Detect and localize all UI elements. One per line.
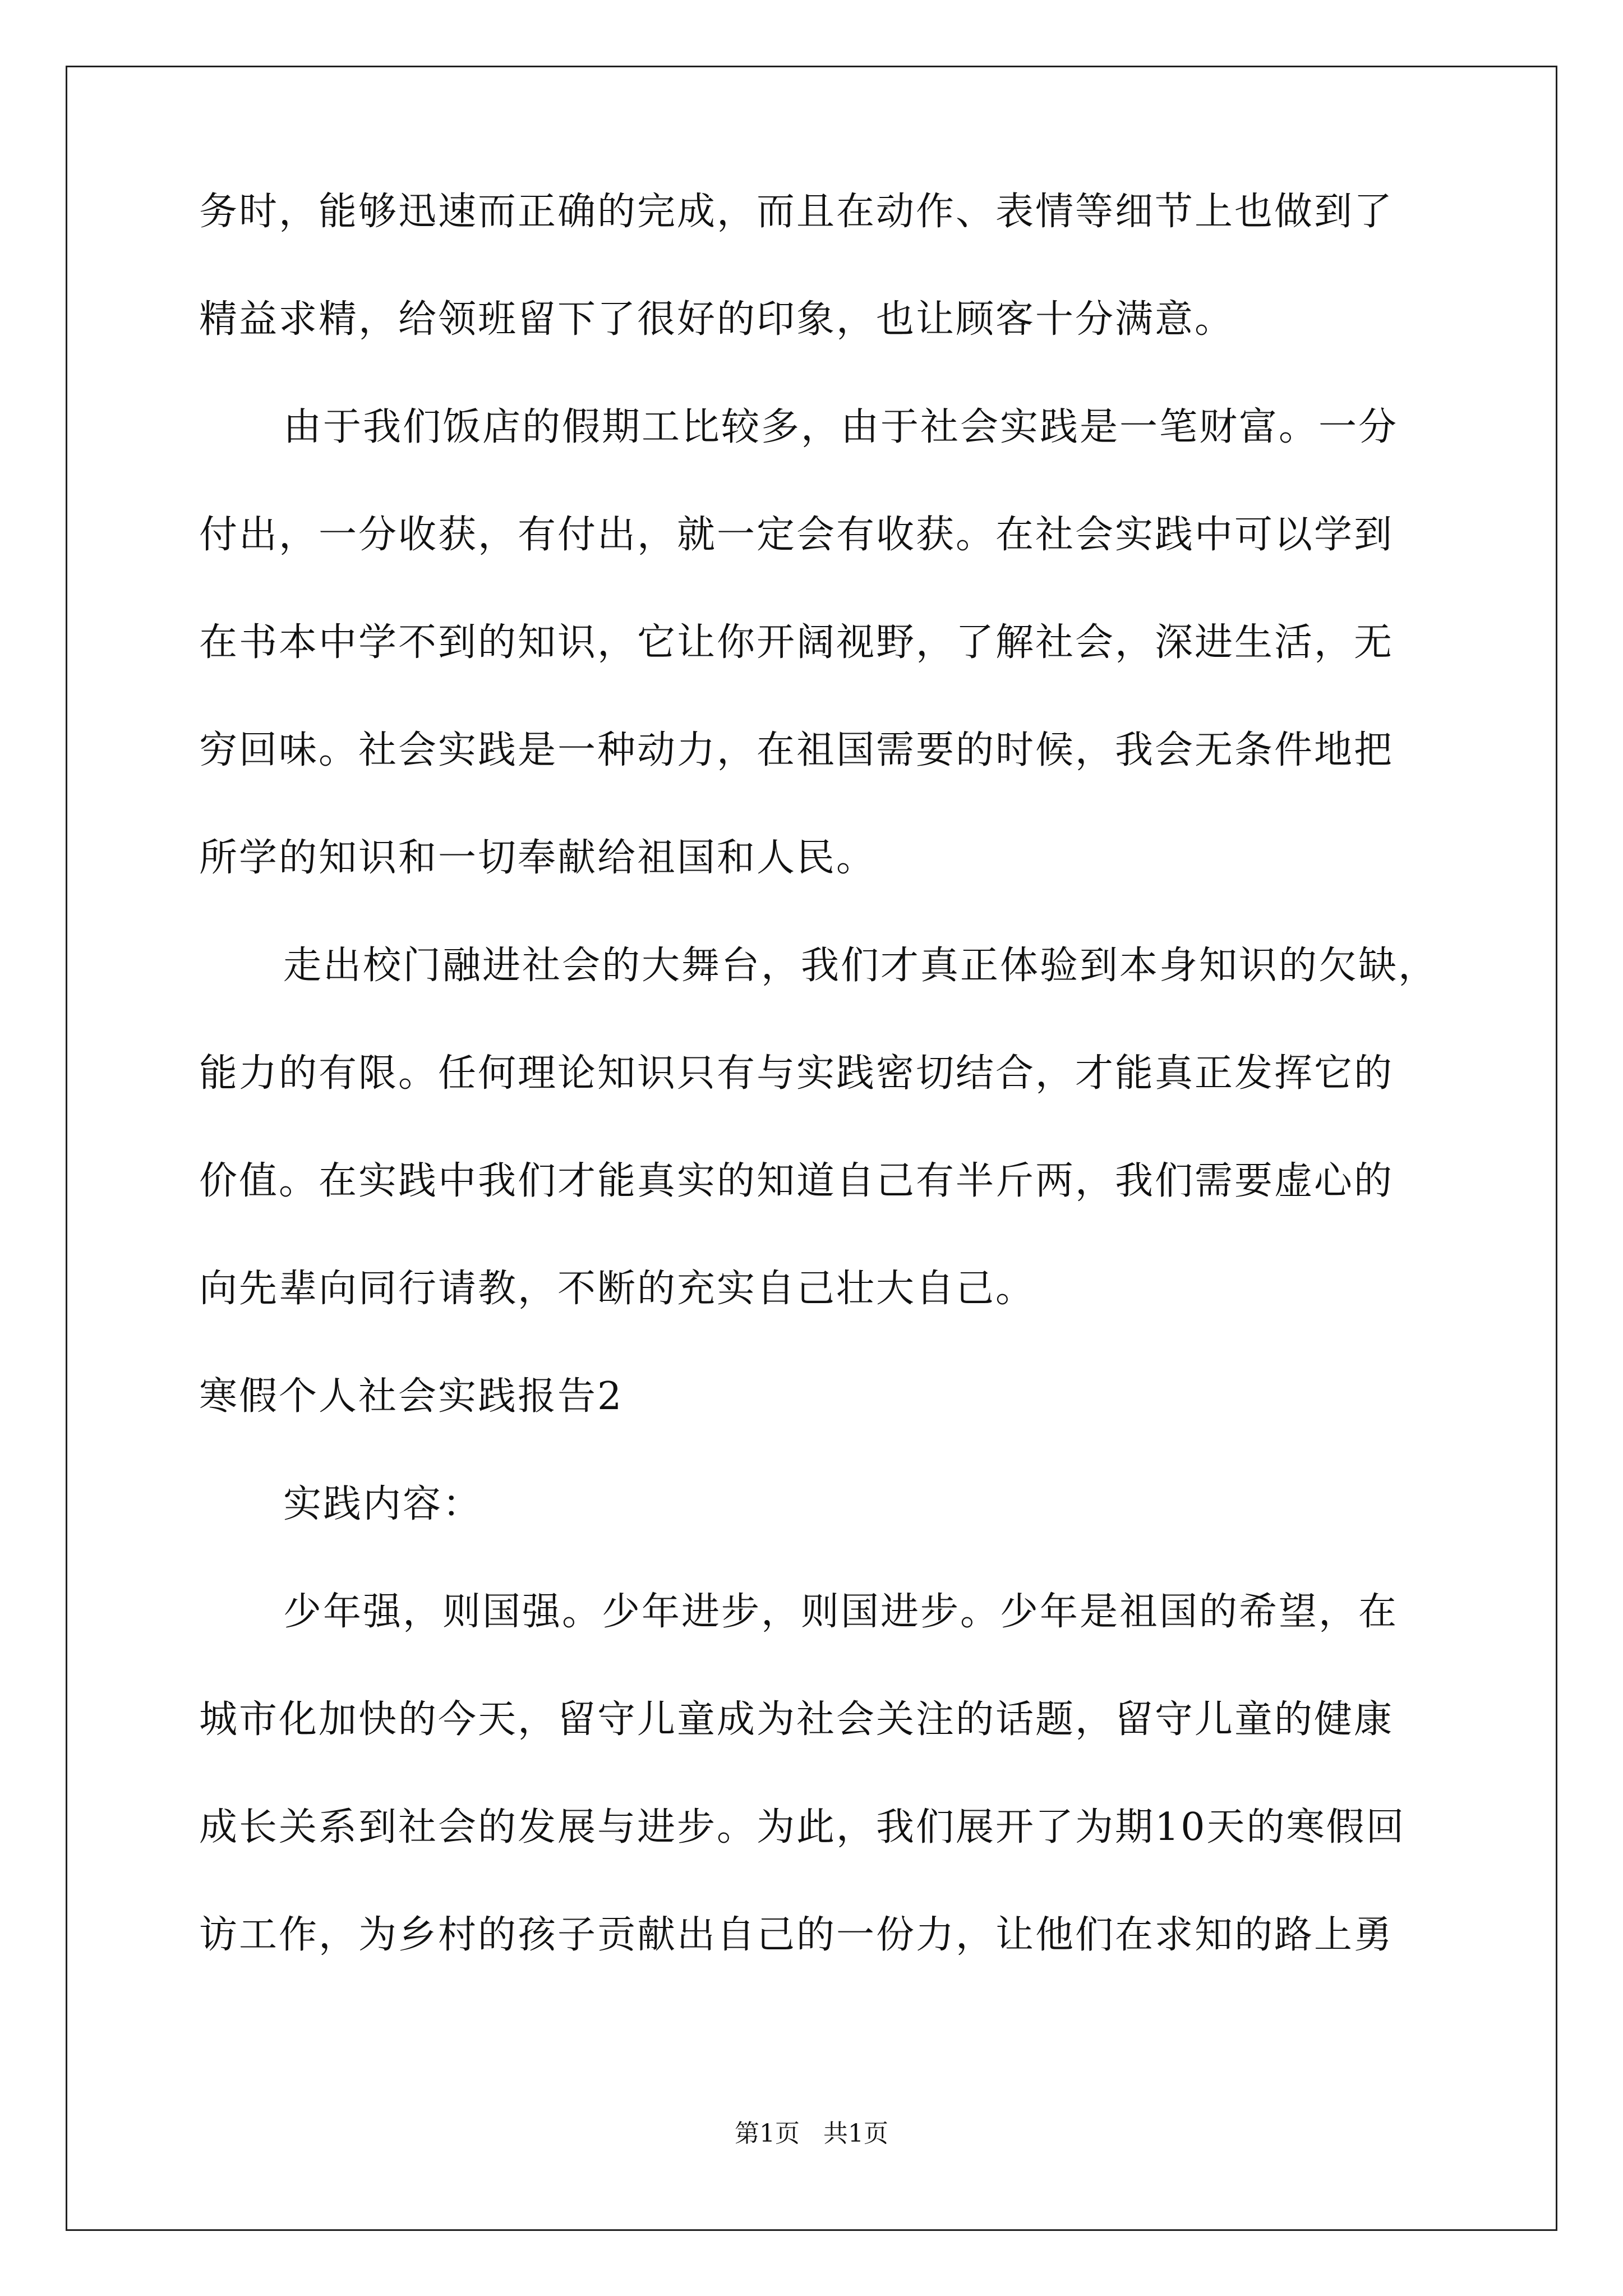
paragraph-1-line-2: 精益求精，给领班留下了很好的印象，也让顾客十分满意。	[199, 297, 1235, 342]
section-paragraph-2-line-3: 成长关系到社会的发展与进步。为此，我们展开了为期10天的寒假回	[199, 1805, 1406, 1849]
section-paragraph-2-line-4: 访工作，为乡村的孩子贡献出自己的一份力，让他们在求知的路上勇	[199, 1913, 1394, 1957]
paragraph-2-line-3: 在书本中学不到的知识，它让你开阔视野，了解社会，深进生活，无	[199, 620, 1394, 665]
paragraph-1-line-1: 务时，能够迅速而正确的完成，而且在动作、表情等细节上也做到了	[199, 190, 1394, 234]
paragraph-3-line-3: 价值。在实践中我们才能真实的知道自己有半斤两，我们需要虚心的	[199, 1159, 1394, 1203]
page-number-label: 第1页	[735, 2119, 800, 2148]
page-total-label: 共1页	[823, 2119, 888, 2148]
page-footer	[0, 2117, 1623, 2151]
section-paragraph-1-line-1: 实践内容：	[283, 1482, 483, 1526]
section-paragraph-2-line-2: 城市化加快的今天，留守儿童成为社会关注的话题，留守儿童的健康	[199, 1697, 1394, 1742]
paragraph-2-line-1: 由于我们饭店的假期工比较多，由于社会实践是一笔财富。一分	[283, 405, 1399, 449]
paragraph-3-line-4: 向先辈向同行请教，不断的充实自己壮大自己。	[199, 1267, 1036, 1311]
paragraph-2-line-2: 付出，一分收获，有付出，就一定会有收获。在社会实践中可以学到	[199, 513, 1394, 557]
paragraph-2-line-5: 所学的知识和一切奉献给祖国和人民。	[199, 836, 877, 880]
paragraph-3-line-2: 能力的有限。任何理论知识只有与实践密切结合，才能真正发挥它的	[199, 1051, 1394, 1096]
section-paragraph-2-line-1: 少年强，则国强。少年进步，则国进步。少年是祖国的希望，在	[283, 1590, 1399, 1634]
section-heading: 寒假个人社会实践报告2	[199, 1374, 624, 1419]
document-body	[199, 185, 1438, 2016]
paragraph-2-line-4: 穷回味。社会实践是一种动力，在祖国需要的时候，我会无条件地把	[199, 728, 1394, 772]
paragraph-3-line-1: 走出校门融进社会的大舞台，我们才真正体验到本身知识的欠缺，	[283, 944, 1438, 988]
